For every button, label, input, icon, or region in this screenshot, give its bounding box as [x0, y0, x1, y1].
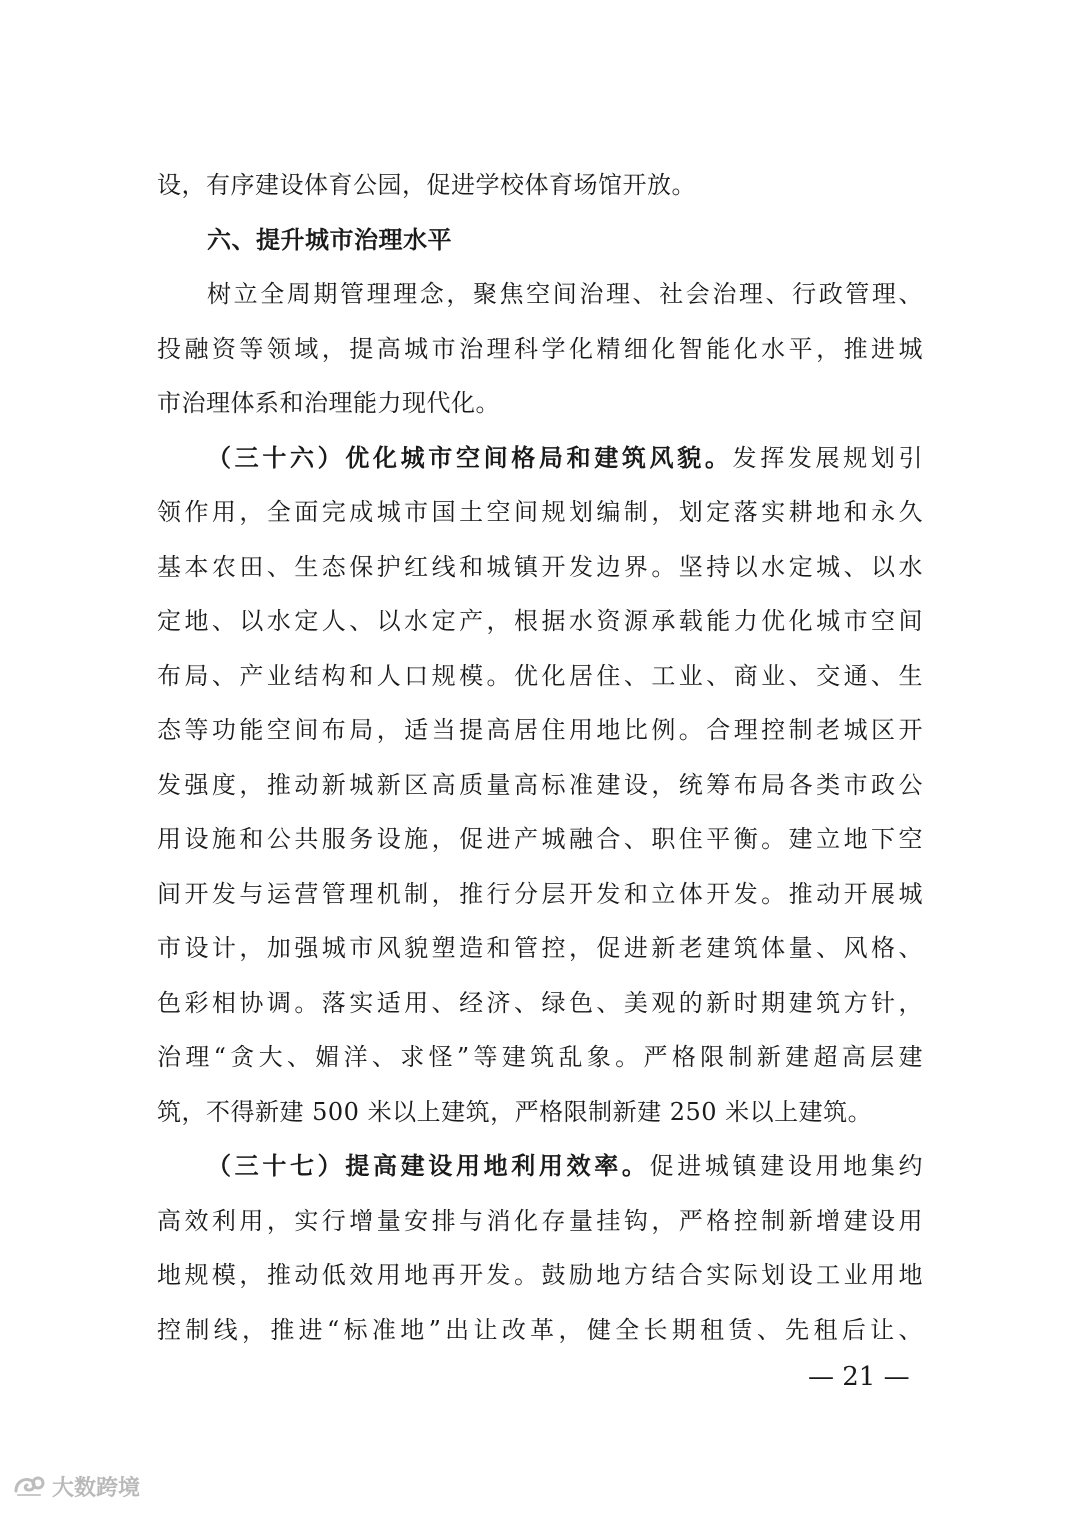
body-line: 色彩相协调。落实适用、经济、绿色、美观的新时期建筑方针，	[157, 988, 923, 1017]
body-line: 树立全周期管理理念，聚焦空间治理、社会治理、行政管理、	[207, 280, 923, 308]
body-line: 控制线，推进“标准地”出让改革，健全长期租赁、先租后让、	[157, 1315, 923, 1344]
body-line: 地规模，推动低效用地再开发。鼓励地方结合实际划设工业用地	[157, 1261, 923, 1289]
body-line: 市治理体系和治理能力现代化。	[157, 389, 500, 417]
body-text: 促进城镇建设用地集约	[649, 1152, 924, 1180]
section-heading: 六、提升城市治理水平	[207, 225, 452, 254]
body-line: 用设施和公共服务设施，促进产城融合、职住平衡。建立地下空	[157, 825, 923, 853]
body-line: 高效利用，实行增量安排与消化存量挂钩，严格控制新增建设用	[157, 1206, 923, 1235]
logo-icon	[12, 1473, 46, 1499]
body-line: 市设计，加强城市风貌塑造和管控，促进新老建筑体量、风格、	[157, 934, 923, 962]
body-line: 投融资等领域，提高城市治理科学化精细化智能化水平，推进城	[157, 334, 923, 363]
subsection-line	[157, 1139, 923, 1194]
body-line: 态等功能空间布局，适当提高居住用地比例。合理控制老城区开	[157, 716, 923, 744]
body-line: 定地、以水定人、以水定产，根据水资源承载能力优化城市空间	[157, 607, 923, 635]
body-text: 发挥发展规划引	[732, 443, 924, 472]
body-line: 基本农田、生态保护红线和城镇开发边界。坚持以水定城、以水	[157, 552, 923, 581]
body-line: 间开发与运营管理机制，推行分层开发和立体开发。推动开展城	[157, 879, 923, 908]
body-line: 设，有序建设体育公园，促进学校体育场馆开放。	[157, 171, 696, 199]
document-body	[157, 158, 923, 1357]
watermark-text: 大数跨境	[52, 1475, 141, 1501]
body-line: 发强度，推动新城新区高质量高标准建设，统筹布局各类市政公	[157, 770, 923, 799]
body-line: 布局、产业结构和人口规模。优化居住、工业、商业、交通、生	[157, 661, 923, 690]
body-line: 领作用，全面完成城市国土空间规划编制，划定落实耕地和永久	[157, 498, 923, 526]
subsection-line	[157, 431, 923, 486]
subsection-title: （三十七）提高建设用地利用效率。	[207, 1152, 650, 1180]
subsection-title: （三十六）优化城市空间格局和建筑风貌。	[207, 443, 733, 472]
watermark	[12, 1466, 140, 1506]
body-line: 治理“贪大、媚洋、求怪”等建筑乱象。严格限制新建超高层建	[157, 1043, 923, 1071]
body-line: 筑，不得新建 500 米以上建筑，严格限制新建 250 米以上建筑。	[157, 1097, 873, 1126]
page-number: — 21 —	[808, 1362, 910, 1392]
